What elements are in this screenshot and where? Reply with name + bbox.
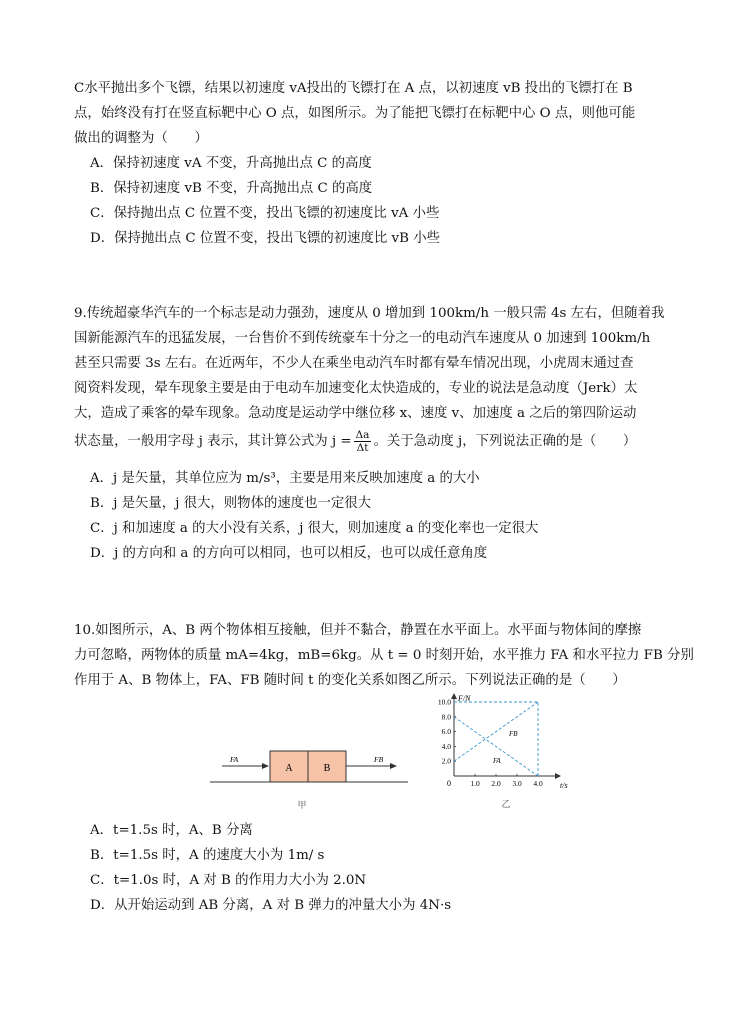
q9-line-6-prefix: 状态量，一般用字母 j 表示，其计算公式为 j = xyxy=(74,434,352,449)
figure-jia xyxy=(200,735,420,815)
y-tick-label: 10.0 xyxy=(437,697,451,707)
q9-line-6 xyxy=(74,428,636,456)
force-a-label: FA xyxy=(230,755,239,764)
q8-line-1: C水平抛出多个飞镖，结果以初速度 vA投出的飞镖打在 A 点，以初速度 vB 投出的飞镖打在 B xyxy=(74,81,633,96)
q9-line-5: 大，造成了乘客的晕车现象。急动度是运动学中继位移 x、速度 v、加速度 a 之后的第四阶运动 xyxy=(74,406,637,421)
y-tick-label: 8.0 xyxy=(441,712,451,722)
fraction-denominator: Δt xyxy=(356,442,369,454)
q8-option-a: A．保持初速度 vA 不变，升高抛出点 C 的高度 xyxy=(90,156,372,171)
x-tick-label: 1.0 xyxy=(470,779,480,788)
q9-line-2: 国新能源汽车的迅猛发展，一台售价不到传统豪车十分之一的电动汽车速度从 0 加速到 100km/h xyxy=(74,331,651,346)
x-tick-label: 2.0 xyxy=(491,779,501,788)
fraction-numerator: Δa xyxy=(355,429,370,441)
q10-option-c: C．t=1.0s 时，A 对 B 的作用力大小为 2.0N xyxy=(90,873,367,888)
q10-option-b: B．t=1.5s 时，A 的速度大小为 1m/ s xyxy=(90,848,325,863)
q10-option-a: A．t=1.5s 时，A、B 分离 xyxy=(90,823,253,838)
origin-label: 0 xyxy=(447,779,451,788)
q9-line-6-suffix: 。关于急动度 j，下列说法正确的是（ ） xyxy=(373,434,637,449)
x-tick-label: 3.0 xyxy=(512,779,522,788)
x-tick-label: 4.0 xyxy=(533,779,543,788)
q9-line-1: 9.传统超豪华汽车的一个标志是动力强劲，速度从 0 增加到 100km/h 一般只需 4s 左右，但随着我 xyxy=(74,306,665,321)
q9-option-b: B．j 是矢量，j 很大，则物体的速度也一定很大 xyxy=(90,496,372,511)
q10-line-3: 作用于 A、B 物体上，FA、FB 随时间 t 的变化关系如图乙所示。下列说法正确的是（ ） xyxy=(74,673,626,688)
x-axis-label: t/s xyxy=(560,781,568,790)
force-b-label: FB xyxy=(374,755,384,764)
q8-option-d: D．保持抛出点 C 位置不变，投出飞镖的初速度比 vB 小些 xyxy=(90,231,441,246)
series-line-fa xyxy=(454,717,538,776)
series-line-fb xyxy=(454,702,538,761)
q10-option-d: D．从开始运动到 AB 分离，A 对 B 弹力的冲量大小为 4N·s xyxy=(90,898,452,913)
figure-yi-caption: 乙 xyxy=(501,799,511,809)
q8-line-2: 点，始终没有打在竖直标靶中心 O 点，如图所示。为了能把飞镖打在标靶中心 O 点，则他可能 xyxy=(74,106,636,121)
y-tick-label: 2.0 xyxy=(441,756,451,766)
q9-option-a: A．j 是矢量，其单位应为 m/s³，主要是用来反映加速度 a 的大小 xyxy=(90,471,480,486)
q8-option-c: C．保持抛出点 C 位置不变，投出飞镖的初速度比 vA 小些 xyxy=(90,206,440,221)
q10-line-2: 力可忽略，两物体的质量 mA=4kg，mB=6kg。从 t = 0 时刻开始，水平推力 FA 和水平拉力 FB 分别 xyxy=(74,648,694,663)
line-fa-label: FA xyxy=(493,757,501,765)
q9-option-d: D．j 的方向和 a 的方向可以相同，也可以相反，也可以成任意角度 xyxy=(90,546,488,561)
q8-line-3: 做出的调整为（ ） xyxy=(74,131,208,146)
block-b-label: B xyxy=(323,763,331,774)
q10-line-1: 10.如图所示，A、B 两个物体相互接触，但并不黏合，静置在水平面上。水平面与物体间的摩擦 xyxy=(74,623,642,638)
line-fb-label: FB xyxy=(509,730,518,738)
q9-option-c: C．j 和加速度 a 的大小没有关系，j 很大，则加速度 a 的变化率也一定很大 xyxy=(90,521,539,536)
figure-yi-chart xyxy=(420,688,580,813)
y-axis-label: F/N xyxy=(458,694,471,703)
y-tick-label: 6.0 xyxy=(441,727,451,737)
y-tick-label: 4.0 xyxy=(441,741,451,751)
q9-line-4: 阅资料发现，晕车现象主要是由于电动车加速变化太快造成的，专业的说法是急动度（Jerk）太 xyxy=(74,381,638,396)
jerk-formula-fraction xyxy=(354,429,372,454)
q8-option-b: B．保持初速度 vB 不变，升高抛出点 C 的高度 xyxy=(90,181,373,196)
block-a-label: A xyxy=(285,763,293,774)
figure-jia-caption: 甲 xyxy=(297,800,307,810)
q9-line-3: 甚至只需要 3s 左右。在近两年，不少人在乘坐电动汽车时都有晕车情况出现，小虎周末通过查 xyxy=(74,356,634,371)
